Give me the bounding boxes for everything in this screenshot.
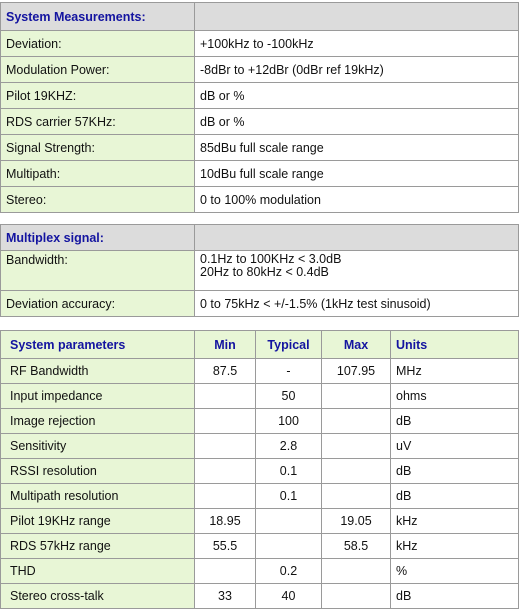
row-label: Stereo: xyxy=(1,187,195,213)
table-row xyxy=(1,291,519,317)
param-units: dB xyxy=(391,409,519,434)
table-row xyxy=(1,509,519,534)
param-typical xyxy=(256,534,322,559)
bandwidth-line-2: 20Hz to 80kHz < 0.4dB xyxy=(200,265,329,279)
param-max xyxy=(322,559,391,584)
param-name: Image rejection xyxy=(1,409,195,434)
param-min xyxy=(195,409,256,434)
row-label: Modulation Power: xyxy=(1,57,195,83)
param-name: Input impedance xyxy=(1,384,195,409)
table-row xyxy=(1,251,519,291)
header-units: Units xyxy=(391,331,519,359)
table-row xyxy=(1,559,519,584)
table-row xyxy=(1,459,519,484)
param-units: ohms xyxy=(391,384,519,409)
row-label: Deviation: xyxy=(1,31,195,57)
row-label: Bandwidth: xyxy=(1,251,195,291)
table-row xyxy=(1,384,519,409)
param-max: 107.95 xyxy=(322,359,391,384)
row-label: Signal Strength: xyxy=(1,135,195,161)
param-min: 87.5 xyxy=(195,359,256,384)
row-value: -8dBr to +12dBr (0dBr ref 19kHz) xyxy=(195,57,519,83)
param-name: THD xyxy=(1,559,195,584)
table-row xyxy=(1,109,519,135)
param-name: Sensitivity xyxy=(1,434,195,459)
param-typical: 40 xyxy=(256,584,322,609)
system-parameters-header xyxy=(1,331,519,359)
param-typical xyxy=(256,509,322,534)
param-typical: 0.1 xyxy=(256,459,322,484)
param-min: 55.5 xyxy=(195,534,256,559)
row-label: Pilot 19KHZ: xyxy=(1,83,195,109)
param-typical: - xyxy=(256,359,322,384)
table-row xyxy=(1,359,519,384)
param-name: RSSI resolution xyxy=(1,459,195,484)
table-row xyxy=(1,161,519,187)
table-row xyxy=(1,57,519,83)
param-min: 18.95 xyxy=(195,509,256,534)
system-measurements-table xyxy=(0,2,519,213)
param-units: MHz xyxy=(391,359,519,384)
multiplex-signal-title: Multiplex signal: xyxy=(1,225,195,251)
system-measurements-header xyxy=(1,3,519,31)
param-units: dB xyxy=(391,459,519,484)
system-measurements-title: System Measurements: xyxy=(1,3,195,31)
param-units: % xyxy=(391,559,519,584)
param-name: Pilot 19KHz range xyxy=(1,509,195,534)
row-value: 0 to 75kHz < +/-1.5% (1kHz test sinusoid) xyxy=(195,291,519,317)
header-typical: Typical xyxy=(256,331,322,359)
param-name: RDS 57kHz range xyxy=(1,534,195,559)
param-max xyxy=(322,484,391,509)
row-value: 10dBu full scale range xyxy=(195,161,519,187)
row-value: 0 to 100% modulation xyxy=(195,187,519,213)
header-blank-cell xyxy=(195,225,519,251)
param-typical: 2.8 xyxy=(256,434,322,459)
multiplex-signal-table xyxy=(0,224,519,317)
table-row xyxy=(1,31,519,57)
bandwidth-line-1: 0.1Hz to 100KHz < 3.0dB xyxy=(200,252,342,266)
header-blank-cell xyxy=(195,3,519,31)
param-min: 33 xyxy=(195,584,256,609)
param-max xyxy=(322,384,391,409)
table-row xyxy=(1,409,519,434)
table-row xyxy=(1,484,519,509)
param-max xyxy=(322,459,391,484)
header-max: Max xyxy=(322,331,391,359)
row-value: 85dBu full scale range xyxy=(195,135,519,161)
table-row xyxy=(1,584,519,609)
param-name: Multipath resolution xyxy=(1,484,195,509)
table-row xyxy=(1,135,519,161)
param-max xyxy=(322,434,391,459)
param-units: dB xyxy=(391,584,519,609)
row-label: Multipath: xyxy=(1,161,195,187)
param-max xyxy=(322,584,391,609)
param-min xyxy=(195,484,256,509)
param-units: kHz xyxy=(391,534,519,559)
table-row xyxy=(1,187,519,213)
param-min xyxy=(195,459,256,484)
row-value xyxy=(195,251,519,291)
param-typical: 0.1 xyxy=(256,484,322,509)
param-name: RF Bandwidth xyxy=(1,359,195,384)
param-max: 58.5 xyxy=(322,534,391,559)
header-min: Min xyxy=(195,331,256,359)
param-typical: 0.2 xyxy=(256,559,322,584)
param-units: kHz xyxy=(391,509,519,534)
row-label: Deviation accuracy: xyxy=(1,291,195,317)
param-name: Stereo cross-talk xyxy=(1,584,195,609)
param-min xyxy=(195,434,256,459)
param-max: 19.05 xyxy=(322,509,391,534)
table-row xyxy=(1,83,519,109)
param-max xyxy=(322,409,391,434)
row-value: dB or % xyxy=(195,83,519,109)
param-typical: 50 xyxy=(256,384,322,409)
multiplex-signal-header xyxy=(1,225,519,251)
row-label: RDS carrier 57KHz: xyxy=(1,109,195,135)
param-units: uV xyxy=(391,434,519,459)
param-units: dB xyxy=(391,484,519,509)
row-value: dB or % xyxy=(195,109,519,135)
header-system-parameters: System parameters xyxy=(1,331,195,359)
param-typical: 100 xyxy=(256,409,322,434)
table-row xyxy=(1,434,519,459)
table-row xyxy=(1,534,519,559)
row-value: +100kHz to -100kHz xyxy=(195,31,519,57)
param-min xyxy=(195,384,256,409)
system-parameters-table xyxy=(0,330,519,609)
param-min xyxy=(195,559,256,584)
